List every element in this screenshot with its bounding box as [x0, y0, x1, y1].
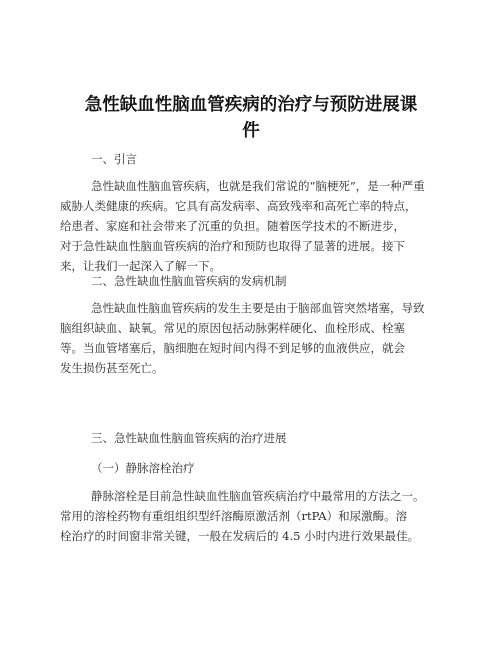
section-heading-introduction: 一、引言: [91, 152, 137, 166]
paragraph-line: 对于急性缺血性脑血管疾病的治疗和预防也取得了显著的进展。接下: [60, 239, 405, 253]
section-heading-pathogenesis: 二、急性缺血性脑血管疾病的发病机制: [91, 274, 287, 288]
paragraph-line: 威胁人类健康的疾病。它具有高发病率、高致残率和高死亡率的特点，: [60, 199, 417, 213]
paragraph-line: 脑组织缺血、缺氧。常见的原因包括动脉粥样硬化、血栓形成、栓塞: [60, 321, 405, 335]
paragraph-line: 急性缺血性脑血管疾病的发生主要是由于脑部血管突然堵塞，导致: [91, 301, 425, 315]
paragraph-line: 常用的溶栓药物有重组组织型纤溶酶原激活剂（rtPA）和尿激酶。溶: [60, 509, 408, 523]
paragraph-introduction: [60, 176, 425, 276]
section-heading-treatment: 三、急性缺血性脑血管疾病的治疗进展: [91, 431, 287, 445]
subsection-heading-iv-thrombolysis: （一）静脉溶栓治疗: [91, 461, 195, 475]
title-line-1: 急性缺血性脑血管疾病的治疗与预防进展课: [84, 95, 418, 115]
paragraph-line: 给患者、家庭和社会带来了沉重的负担。随着医学技术的不断进步，: [60, 219, 405, 233]
paragraph-line: 栓治疗的时间窗非常关键，一般在发病后的 4.5 小时内进行效果最佳。: [60, 529, 420, 543]
document-title: [60, 92, 442, 144]
paragraph-iv-thrombolysis: [60, 486, 425, 546]
paragraph-line: 来，让我们一起深入了解一下。: [60, 259, 221, 273]
paragraph-line: 静脉溶栓是目前急性缺血性脑血管疾病治疗中最常用的方法之一。: [91, 489, 425, 503]
paragraph-line: 发生损伤甚至死亡。: [60, 361, 164, 375]
paragraph-line: 急性缺血性脑血管疾病，也就是我们常说的“脑梗死”，是一种严重: [91, 179, 425, 193]
paragraph-line: 等。当血管堵塞后，脑细胞在短时间内得不到足够的血液供应，就会: [60, 341, 405, 355]
paragraph-pathogenesis: [60, 298, 425, 378]
title-line-2: 件: [242, 121, 260, 141]
